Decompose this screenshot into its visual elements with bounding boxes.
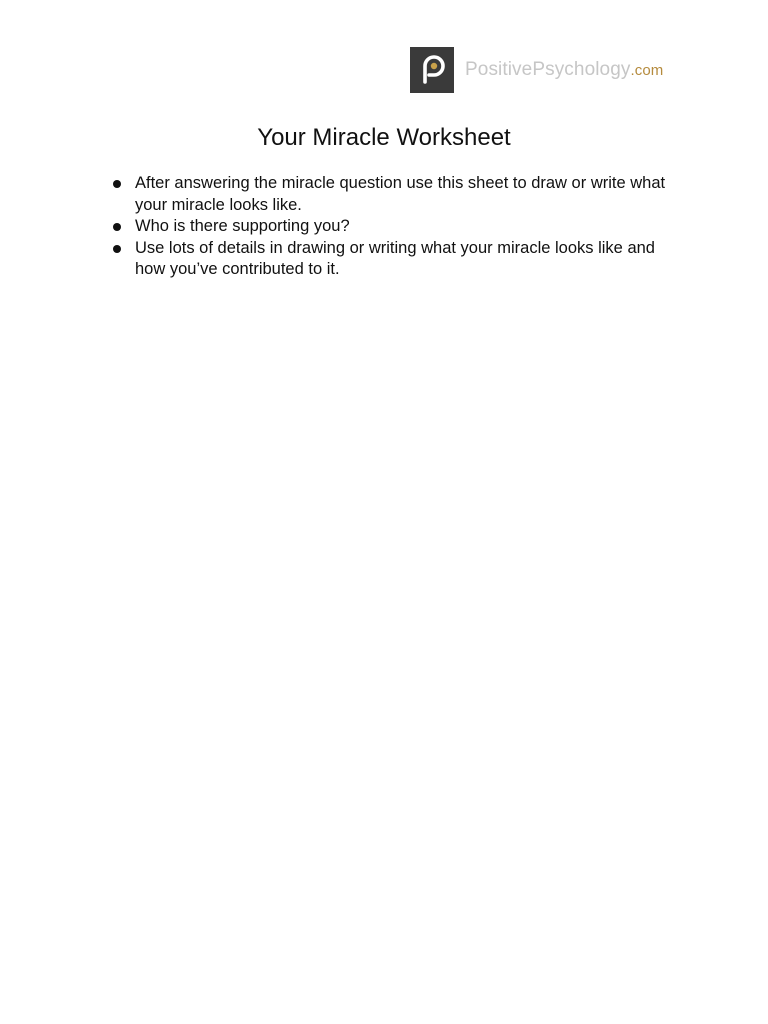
bullet-icon (113, 223, 121, 231)
list-item (110, 173, 680, 216)
logo-wordmark (465, 47, 663, 94)
logo-tld-text: .com (630, 61, 664, 79)
instruction-list (110, 173, 680, 281)
list-item (110, 238, 680, 281)
logo-brand-text: PositivePsychology (465, 58, 631, 80)
list-item-text: Use lots of details in drawing or writing what your miracle looks like and how you’ve contributed to it. (135, 238, 655, 278)
bullet-icon (113, 245, 121, 253)
positivepsychology-logo (410, 47, 663, 93)
page-title: Your Miracle Worksheet (257, 124, 511, 151)
positivepsychology-p-logo-icon (410, 47, 454, 93)
list-item (110, 216, 680, 238)
list-item-text: Who is there supporting you? (135, 217, 350, 235)
bullet-icon (113, 180, 121, 188)
list-item-text: After answering the miracle question use this sheet to draw or write what your miracle looks like. (135, 174, 666, 214)
